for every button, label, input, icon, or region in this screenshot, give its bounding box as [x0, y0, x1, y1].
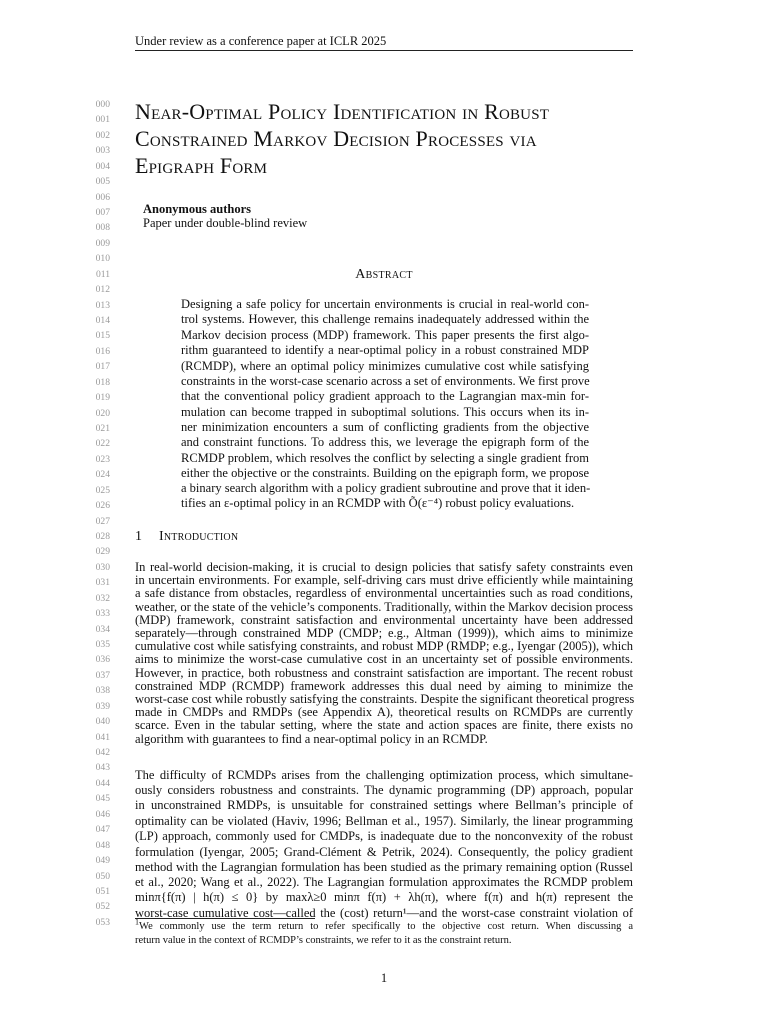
line-number: 035: [95, 639, 110, 651]
abstract-line: RCMDP problem, which resolves the conflict by selecting a single gradient from: [181, 451, 589, 465]
line-number: 031: [95, 577, 110, 589]
line-number: 020: [95, 407, 110, 419]
line-number: 026: [95, 500, 110, 512]
line-number: 041: [95, 731, 110, 743]
line-number: 034: [95, 623, 110, 635]
line-number: 005: [95, 176, 110, 188]
body-line: et al., 2020; Wang et al., 2022). The Lagrangian formulation approximates the RCMDP problem: [135, 875, 633, 889]
line-number: 021: [95, 423, 110, 435]
title-line: Epigraph Form: [135, 153, 268, 178]
line-number: 033: [95, 608, 110, 620]
line-number: 042: [95, 747, 110, 759]
footnote-text: We commonly use the term return to refer specifically to the objective cost return. When discussing a: [139, 921, 633, 932]
line-number: 001: [95, 114, 110, 126]
line-number: 028: [95, 531, 110, 543]
line-number: 045: [95, 793, 110, 805]
line-number: 044: [95, 777, 110, 789]
body-line: ously considers robustness and constraints. The dynamic programming (DP) approach, popular: [135, 783, 633, 797]
line-number: 047: [95, 824, 110, 836]
body-line: weather, or the state of the vehicle’s components. Traditionally, within the Markov decision process: [135, 600, 633, 614]
abstract-line: constraints in the worst-case scenario across a set of environments. We first prove: [181, 374, 590, 388]
line-number: 006: [95, 191, 110, 203]
body-line: constrained MDP (RCMDP) framework addresses this dual need by aiming to minimize the: [135, 679, 633, 693]
line-number: 051: [95, 885, 110, 897]
line-number: 049: [95, 855, 110, 867]
body-line: worst-case cumulative cost—called the (cost) return¹—and the worst-case constraint violation of: [135, 906, 633, 920]
section-title: Introduction: [159, 529, 239, 544]
line-number: 003: [95, 145, 110, 157]
title-line: Constrained Markov Decision Processes via: [135, 126, 537, 151]
line-number: 030: [95, 561, 110, 573]
body-line: cumulative cost while satisfying constraints, and robust MDP (RMDP; e.g., Iyengar (2005)), which: [135, 639, 633, 653]
body-line: In real-world decision-making, it is crucial to design policies that satisfy safety constraints even: [135, 560, 633, 574]
abstract-line: that the conventional policy gradient approach to the Lagrangian max-min for-: [181, 389, 589, 403]
body-line: aims to minimize the worst-case cumulative cost in an uncertainty set of possible environments.: [135, 652, 633, 666]
line-number: 027: [95, 515, 110, 527]
line-number: 043: [95, 762, 110, 774]
body-line: (LP) approach, commonly used for CMDPs, is inadequate due to the nonconvexity of the robust: [135, 829, 633, 843]
abstract-line: ner minimization encounters a sum of conflicting gradients from the objective: [181, 420, 589, 434]
line-number: 023: [95, 453, 110, 465]
line-number: 040: [95, 716, 110, 728]
footnote-line: return value in the context of RCMDP’s constraints, we refer to it as the constraint return.: [135, 935, 512, 946]
body-line: optimality can be violated (Haviv, 1996; Bellman et al., 1957). Similarly, the linear programming: [135, 814, 633, 828]
body-line: a safe distance from obstacles, regardless of environmental uncertainties such as road conditions,: [135, 586, 633, 600]
abstract-line: Markov decision process (MDP) framework. This paper presents the first algo-: [181, 328, 589, 342]
line-number: 032: [95, 592, 110, 604]
line-number: 050: [95, 870, 110, 882]
abstract-line: rithm guaranteed to identify a near-optimal policy in a robust constrained MDP: [181, 343, 589, 357]
body-line: algorithm with guarantees to find a near-optimal policy in an RCMDP.: [135, 732, 488, 746]
line-number: 024: [95, 469, 110, 481]
page-number: 1: [380, 971, 388, 985]
line-number: 052: [95, 901, 110, 913]
section-heading: [135, 528, 238, 545]
line-number: 046: [95, 808, 110, 820]
line-number: 029: [95, 546, 110, 558]
line-number: 002: [95, 129, 110, 141]
line-number: 053: [95, 916, 110, 928]
line-number: 039: [95, 700, 110, 712]
body-line: worst-case cost while robustly satisfying the constraints. Despite the significant theoretical progress: [135, 692, 635, 706]
line-number: 016: [95, 345, 110, 357]
line-number: 004: [95, 160, 110, 172]
body-line: method with the Lagrangian formulation has been studied as the primary remaining option (Russel: [135, 860, 633, 874]
line-number: 008: [95, 222, 110, 234]
abstract-line: trol systems. However, this challenge remains inadequately addressed within the: [181, 312, 589, 326]
line-number: 038: [95, 685, 110, 697]
abstract-line: mulation can become trapped in suboptimal solutions. This occurs when its in-: [181, 405, 589, 419]
footnote-mark: 1: [135, 917, 139, 927]
body-line: formulation (Iyengar, 2005; Grand-Clément & Petrik, 2024). Consequently, the policy gradient: [135, 845, 633, 859]
line-number: 037: [95, 669, 110, 681]
footnote-line: [135, 917, 633, 934]
line-number: 025: [95, 484, 110, 496]
line-number: 000: [95, 99, 110, 110]
line-number: 011: [95, 268, 110, 280]
line-number: 018: [95, 376, 110, 388]
body-line: minπ{f(π) | h(π) ≤ 0} by maxλ≥0 minπ f(π) + λh(π), where f(π) and h(π) represent the: [135, 890, 633, 904]
body-line: in unconstrained RMDPs, is unsuitable for constrained settings where Bellman’s principle of: [135, 798, 633, 812]
line-number: 036: [95, 654, 110, 666]
body-line: separately—through constrained MDP (CMDP; e.g., Altman (1999)), which aims to minimize: [135, 626, 633, 640]
line-number: 010: [95, 253, 110, 265]
line-number: 015: [95, 330, 110, 342]
header-rule: [135, 50, 633, 51]
body-line: in uncertain environments. For example, self-driving cars must drive efficiently while maintaining: [135, 573, 633, 587]
abstract-line: (RCMDP), where an optimal policy minimizes cumulative cost while satisfying: [181, 359, 589, 373]
body-line: However, in practice, both robustness and constraint satisfaction are important. The recent robust: [135, 666, 633, 680]
abstract-line: either the objective or the constraints. Building on the epigraph form, we propose: [181, 466, 589, 480]
affiliation: Paper under double-blind review: [143, 216, 308, 230]
line-number: 022: [95, 438, 110, 450]
line-number: 014: [95, 315, 110, 327]
body-line: The difficulty of RCMDPs arises from the challenging optimization process, which simultane-: [135, 768, 633, 782]
section-number: 1: [135, 529, 142, 544]
line-number: 012: [95, 284, 110, 296]
line-number: 009: [95, 237, 110, 249]
footnote-rule: [135, 918, 315, 919]
abstract-line: tifies an ε-optimal policy in an RCMDP with Õ(ε⁻⁴) robust policy evaluations.: [181, 496, 575, 510]
body-line: scarce. Even in the tabular setting, where the state and action spaces are finite, there exists no: [135, 718, 633, 732]
body-line: made in CMDPs and RMDPs (see Appendix A), theoretical results on RCMDPs are currently: [135, 705, 633, 719]
abstract-heading: Abstract: [355, 267, 413, 282]
running-header: Under review as a conference paper at ICLR 2025: [135, 34, 387, 48]
paper-title: [135, 98, 645, 179]
line-number: 007: [95, 207, 110, 218]
body-line: (MDP) framework, constraint satisfaction and environmental uncertainty have been addressed: [135, 613, 633, 627]
authors: Anonymous authors: [143, 202, 252, 216]
abstract-line: and constraint functions. To address this, we leverage the epigraph form of the: [181, 435, 589, 449]
abstract-line: a binary search algorithm with a policy gradient subroutine and prove that it iden-: [181, 481, 591, 495]
abstract-line: Designing a safe policy for uncertain environments is crucial in real-world con-: [181, 297, 589, 311]
line-number: 013: [95, 299, 110, 311]
title-line: Near-Optimal Policy Identification in Robust: [135, 99, 550, 124]
line-number: 019: [95, 392, 110, 404]
line-number: 017: [95, 361, 110, 373]
line-number: 048: [95, 839, 110, 851]
